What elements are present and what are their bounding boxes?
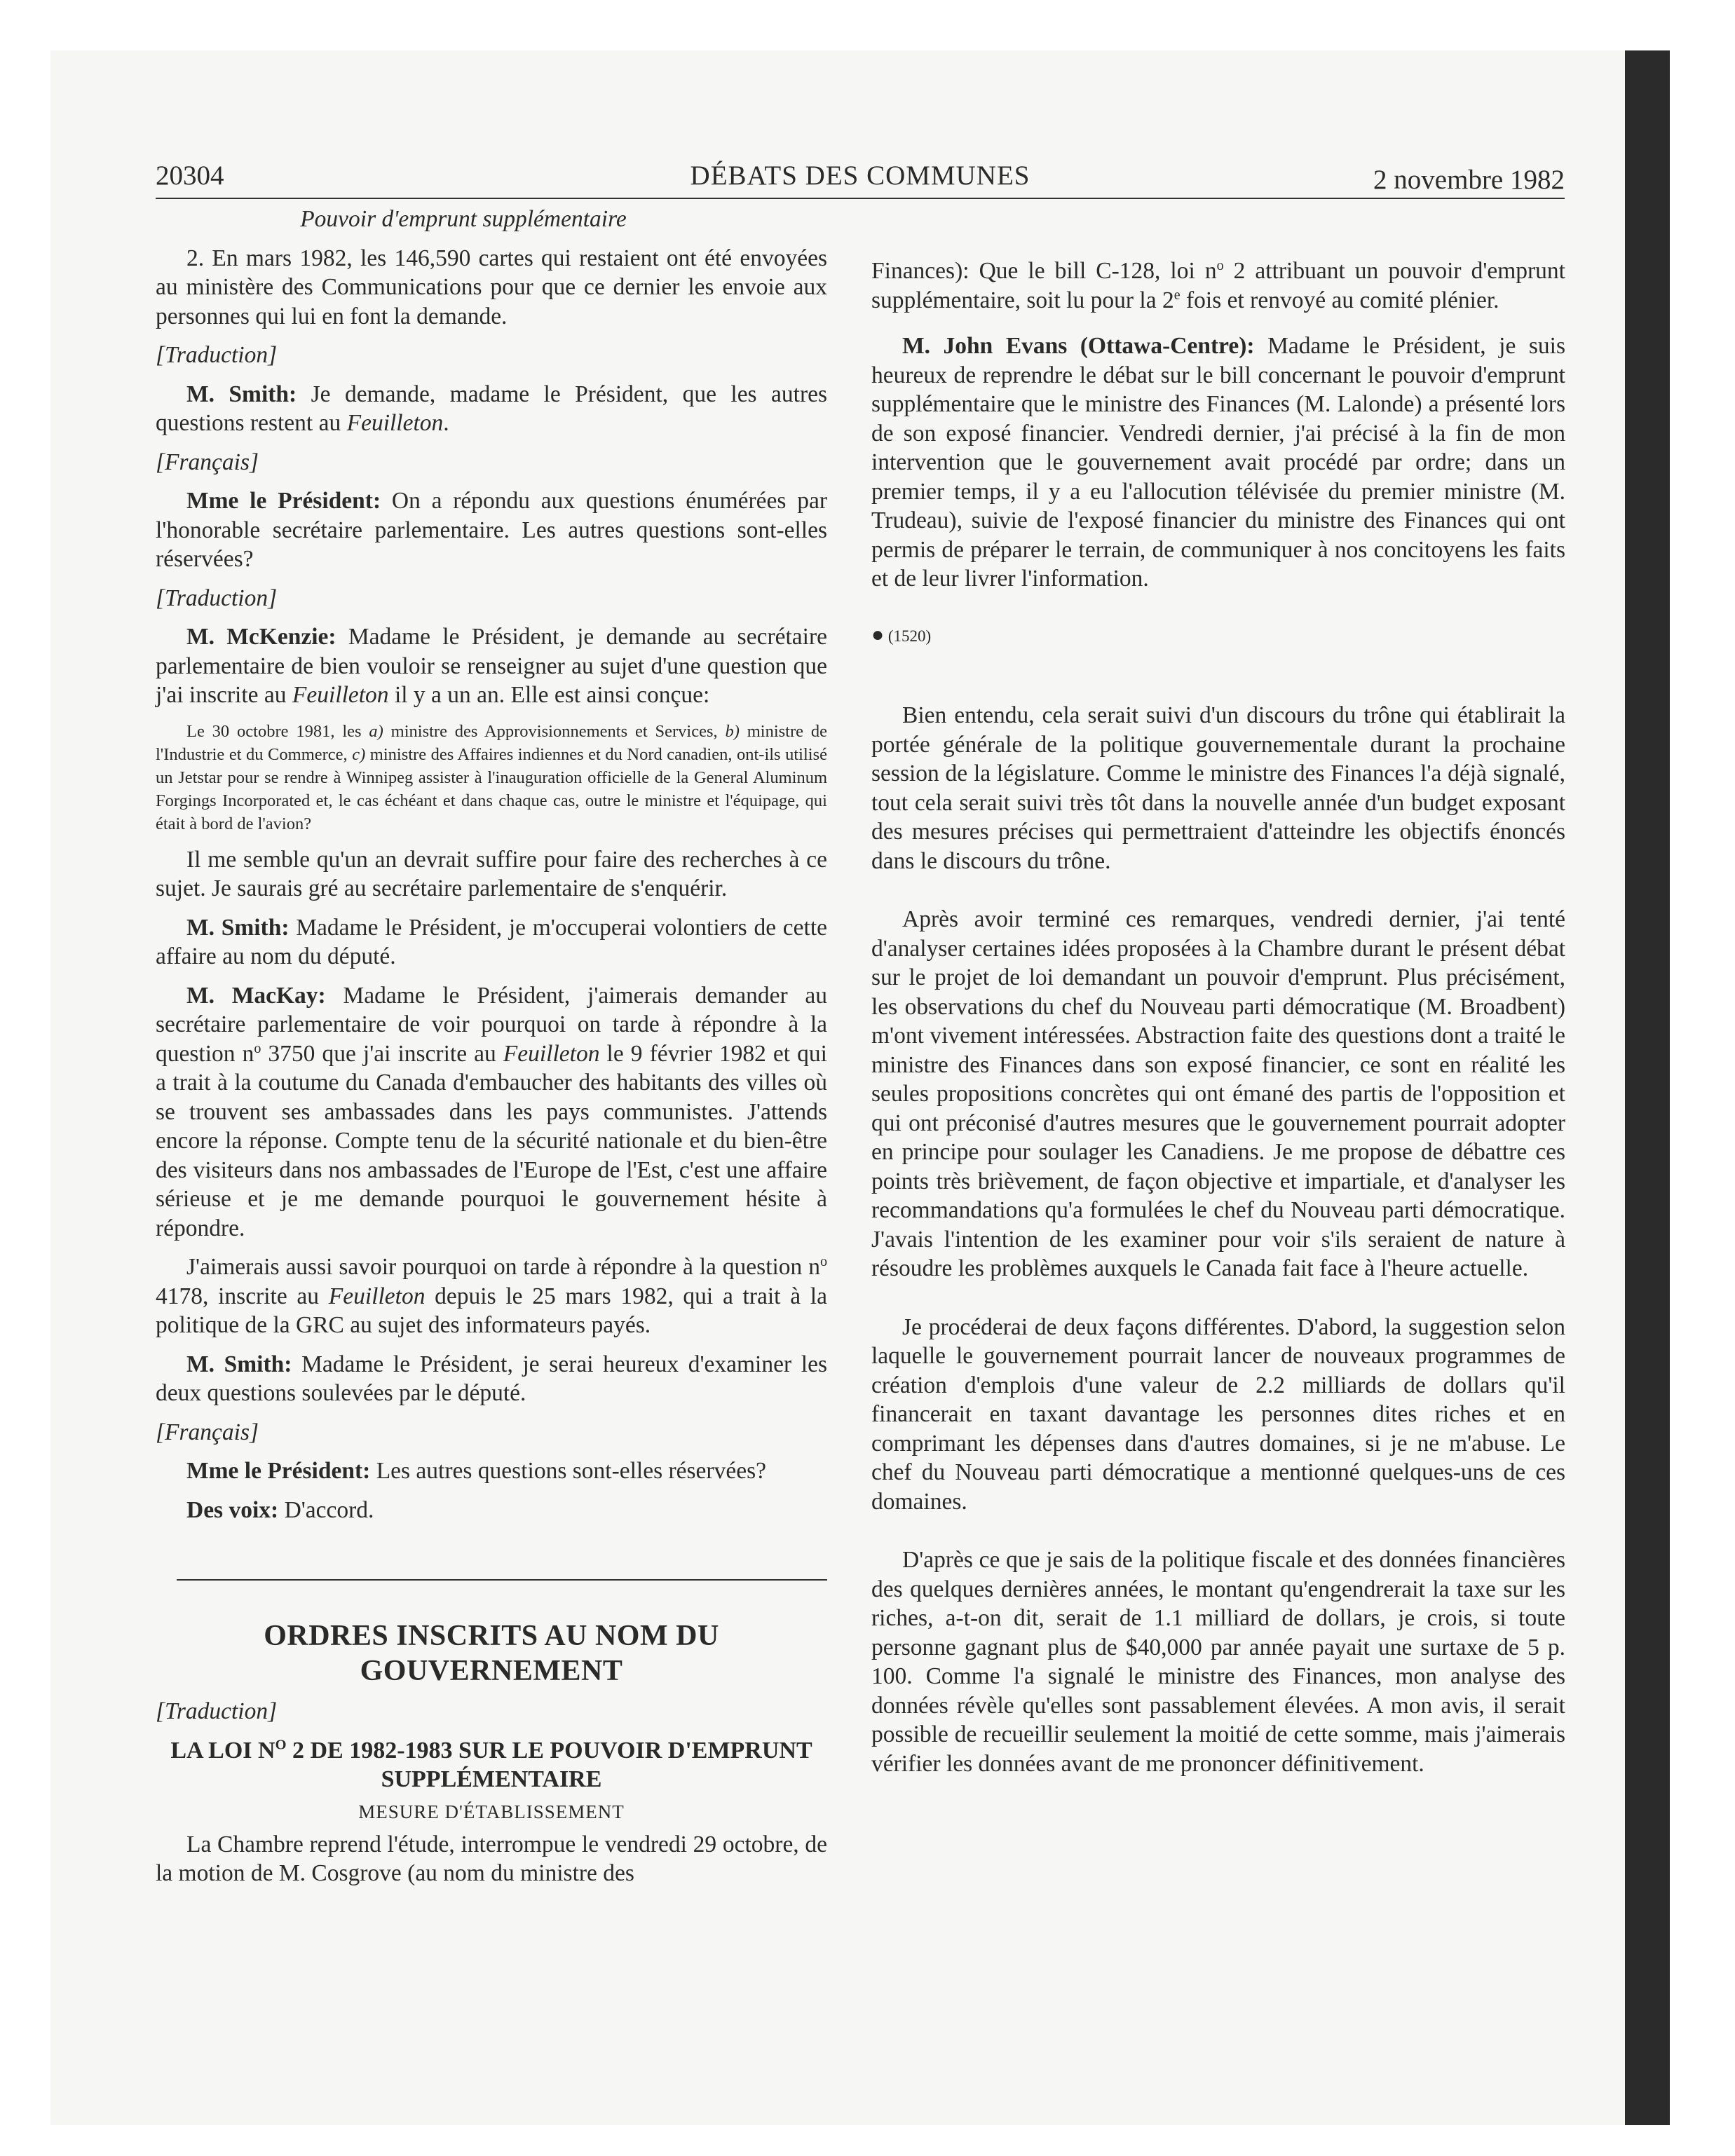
speaker-name: M. Smith:: [186, 914, 290, 941]
rubric-francais: [Français]: [156, 1419, 259, 1445]
evans-intervention: M. John Evans (Ottawa-Centre): Madame le Président, je suis heureux de reprendre le débat sur le bill concernant le pouvoir d'emprunt supplémentaire que le ministre des Finances (M. Lalonde) a présenté lors de son exposé financier. Vendredi dernier, j'ai précisé à la fin de mon intervention que le gouvernement avait procédé par ordre; dans un premier temps, il y a eu l'allocution télévisée du premier ministre (M. Trudeau), suivie de l'exposé financier du ministre des Finances qui ont permis de préparer le terrain, de communiquer à nos concitoyens les faits et de leur livrer l'information.: [871, 333, 1565, 592]
rubric-traduction: [Traduction]: [156, 1698, 278, 1724]
voices-intervention: Des voix: D'accord.: [186, 1496, 374, 1523]
speaker-name: Mme le Président:: [186, 1458, 371, 1484]
mackay-follow-up: J'aimerais aussi savoir pourquoi on tarde à répondre à la question $n^o$ 4178, inscrite au Feuilleton depuis le 25 mars 1982, qui a trait à la politique de la GRC au sujet des informateurs payés.: [156, 1253, 827, 1338]
speaker-name: M. John Evans (Ottawa-Centre):: [902, 333, 1255, 359]
body-paragraph-1: Bien entendu, cela serait suivi d'un discours du trône qui établirait la portée générale de la politique gouvernementale durant la prochaine session de la législature. Comme le ministre des Finances l'a déjà signalé, tout cela serait suivi très tôt dans la nouvelle année d'un budget exposant des mesures précises qui permettraient d'atteindre les objectifs énoncés dans le discours du trône.: [871, 702, 1565, 874]
binding-edge: [1625, 50, 1670, 2125]
section-heading: ORDRES INSCRITS AU NOM DU GOUVERNEMENT: [264, 1620, 719, 1687]
mckenzie-follow-up: Il me semble qu'un an devrait suffire pour faire des recherches à ce sujet. Je saurais gré au secrétaire parlementaire de s'enquérir.: [156, 846, 827, 901]
sitting-date: 2 novembre 1982: [1373, 165, 1565, 195]
quoted-question: Le 30 octobre 1981, les a) ministre des Approvisionnements et Services, b) ministre de l'Industrie et du Commerce, c) ministre des Affaires indiennes et du Nord canadien, ont-ils utilisé un Jetstar pour se rendre à Winnipeg assister à l'inauguration officielle de la General Aluminum Forgings Incorporated et, le cas échéant et dans chaque cas, outre le ministre et l'équipage, qui était à bord de l'avion?: [156, 721, 828, 833]
bill-subtitle: MESURE D'ÉTABLISSEMENT: [358, 1801, 625, 1822]
motion-continuation: Finances): Que le bill C-128, loi $n^o$ 2 attribuant un pouvoir d'emprunt supplémentaire, soit lu pour la 2e fois et renvoyé au comité plénier.: [871, 257, 1565, 313]
president-intervention-2: Mme le Président: Les autres questions sont-elles réservées?: [186, 1458, 766, 1484]
speaker-name: Mme le Président:: [186, 488, 381, 514]
bullet-icon: ●: [871, 622, 885, 646]
page-number: 20304: [156, 161, 224, 191]
resume-debate-paragraph: La Chambre reprend l'étude, interrompue le vendredi 29 octobre, de la motion de M. Cosgrove (au nom du ministre des: [156, 1831, 827, 1886]
page-header: [156, 158, 1565, 199]
right-column: [871, 205, 1565, 1788]
body-paragraph-4: D'après ce que je sais de la politique fiscale et des données financières des quelques dernières années, le montant qu'engendrerait la taxe sur les riches, a-t-on dit, serait de 1.1 milliard de dollars, je crois, si toute personne gagnant plus de $40,000 par année payait une surtaxe de 5 p. 100. Comme l'a signalé le ministre des Finances, mon analyse des données révèle qu'elles sont passablement élevées. A mon avis, il serait possible de recueillir seulement la moitié de cette somme, mais j'aimerais vérifier les données avant de me prononcer définitivement.: [871, 1547, 1565, 1777]
rubric-traduction: [Traduction]: [156, 585, 278, 611]
speaker-name: M. McKenzie:: [186, 624, 336, 650]
speaker-name: M. Smith:: [186, 1351, 292, 1377]
speaker-name: M. MacKay:: [186, 982, 326, 1009]
body-paragraph-3: Je procéderai de deux façons différentes. D'abord, la suggestion selon laquelle le gouvernement pourrait lancer de nouveaux programmes de création d'emplois d'une valeur de 2.2 milliards de dollars qu'il financerait en taxant davantage les personnes dites riches et en comprimant les dépenses dans d'autres domaines, si je ne m'abuse. Le chef du Nouveau parti démocratique a mentionné quelques-uns de ces domaines.: [871, 1314, 1565, 1515]
smith-intervention-2: M. Smith: Madame le Président, je m'occuperai volontiers de cette affaire au nom du député.: [156, 914, 828, 969]
running-title: Pouvoir d'emprunt supplémentaire: [300, 206, 627, 232]
smith-intervention-1: M. Smith: Je demande, madame le Président, que les autres questions restent au Feuilleton.: [156, 381, 828, 436]
body-paragraph-2: Après avoir terminé ces remarques, vendredi dernier, j'ai tenté d'analyser certaines idées proposées à la Chambre durant le présent débat sur le projet de loi demandant un pouvoir d'emprunt. Plus précisément, les observations du chef du Nouveau parti démocratique (M. Broadbent) m'ont vivement intéressées. Abstraction faite des questions dont a traité le ministre des Finances dans son exposé financier, ce sont en réalité les seules propositions concrètes qui ont émané des partis de l'opposition et qui ont préconisé d'autres mesures que le gouvernement pourrait adopter en principe pour soulager les Canadiens. Je me propose de débattre ces points très brièvement, de façon objective et impartiale, et d'analyser les recommandations qu'a formulées le chef du Nouveau parti démocratique. J'avais l'intention de les examiner pour voir s'ils seraient de nature à résoudre les problèmes auxquels le Canada fait face à l'heure actuelle.: [871, 906, 1565, 1281]
publication-title: DÉBATS DES COMMUNES: [690, 161, 1030, 191]
speaker-name: Des voix:: [186, 1496, 279, 1523]
mckenzie-intervention: M. McKenzie: Madame le Président, je demande au secrétaire parlementaire de bien vouloir se renseigner au sujet d'une question que j'ai inscrite au Feuilleton il y a un an. Elle est ainsi conçue:: [156, 624, 827, 708]
rubric-traduction: [Traduction]: [156, 342, 278, 368]
mackay-intervention: M. MacKay: Madame le Président, j'aimerais demander au secrétaire parlementaire de voir pourquoi on tarde à répondre à la question $n^o$ 3750 que j'ai inscrite au Feuilleton le 9 février 1982 et qui a trait à la coutume du Canada d'embaucher des habitants des villes où se trouvent ses ambassades dans les pays communistes. J'attends encore la réponse. Compte tenu de la sécurité nationale et du bien-être des visiteurs dans nos ambassades de l'Europe de l'Est, c'est une affaire sérieuse et je me demande pourquoi le gouvernement hésite à répondre.: [156, 982, 827, 1241]
answer-paragraph: 2. En mars 1982, les 146,590 cartes qui restaient ont été envoyées au ministère des Communications pour que ce dernier les envoie aux personnes qui lui en font la demande.: [156, 245, 827, 329]
bill-title: LA LOI $N^O$ 2 DE 1982-1983 SUR LE POUVOIR D'EMPRUNT SUPPLÉMENTAIRE: [170, 1737, 812, 1792]
left-column: [156, 205, 827, 1898]
president-intervention-1: Mme le Président: On a répondu aux questions énumérées par l'honorable secrétaire parlementaire. Les autres questions sont-elles réservées?: [156, 488, 828, 572]
time-marker: ● (1520): [871, 622, 932, 646]
speaker-name: M. Smith:: [186, 381, 297, 407]
rubric-francais: [Français]: [156, 449, 259, 475]
smith-intervention-3: M. Smith: Madame le Président, je serai heureux d'examiner les deux questions soulevées par le député.: [156, 1351, 827, 1406]
section-divider: [177, 1579, 827, 1581]
